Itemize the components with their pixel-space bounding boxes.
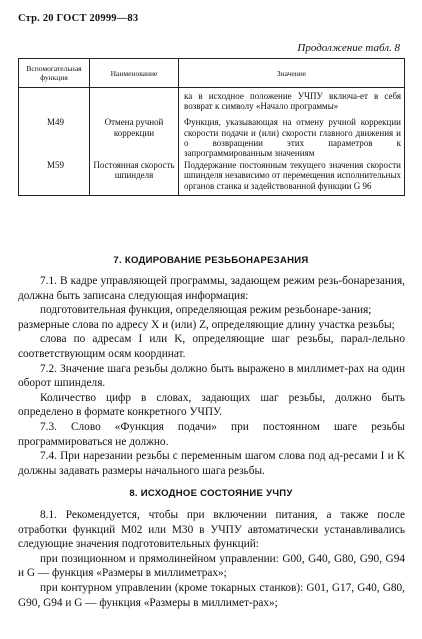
paragraph: слова по адресам I или K, определяющие шаг резьбы, парал-лельно соответствующим осям координат. (18, 333, 405, 360)
cell-meaning: Функция, указывающая на отмену ручной коррекции скорости подачи и (или) скорости главного движения и о возвращении этих параметров к запрограммированным значениям (179, 111, 405, 158)
section-8-title: 8. ИСХОДНОЕ СОСТОЯНИЕ УЧПУ (129, 488, 293, 499)
cell-meaning: Поддержание постоянным текущего значения скорости шпинделя независимо от перемещения исполнительных органов станка и задействованной функции G 96 (179, 158, 405, 195)
paragraph: 7.1. В кадре управляющей программы, задающем режим резь-бонарезания, должна быть записана следующая информация: (18, 275, 405, 302)
table-row (19, 88, 405, 112)
table-continuation-label: Продолжение табл. 8 (297, 42, 400, 54)
header-meaning: Значение (179, 59, 405, 88)
section-7-body (18, 274, 405, 478)
paragraph: при позиционном и прямолинейном управлении: G00, G40, G80, G90, G94 и G — функция «Размеры в миллиметрах»; (18, 552, 405, 580)
table-row (19, 158, 405, 195)
cell-function: M59 (19, 158, 90, 195)
paragraph: 8.1. Рекомендуется, чтобы при включении питания, а также после отработки функций M02 или M30 в УЧПУ автоматически устанавливались следующие значения подготовительных функций: (18, 509, 405, 551)
paragraph: Количество цифр в словах, задающих шаг резьбы, должно быть определено в формате конкретного УЧПУ. (18, 391, 405, 419)
functions-table (18, 58, 405, 196)
paragraph: при контурном управлении (кроме токарных станков): G01, G17, G40, G80, G90, G94 и G — функция «Размеры в миллимет-рах»; (18, 581, 405, 609)
section-7-title: 7. КОДИРОВАНИЕ РЕЗЬБОНАРЕЗАНИЯ (113, 255, 309, 266)
paragraph: размерные слова по адресу X и (или) Z, определяющие длину участка резьбы; (18, 318, 395, 331)
paragraph: 7.4. При нарезании резьбы с переменным шагом слова под ад-ресами I и K должны задавать размеры начального шага резьбы. (18, 450, 405, 477)
section-8-body (18, 508, 405, 610)
cell-name: Постоянная скорость шпинделя (90, 158, 179, 195)
cell-function (19, 88, 90, 112)
cell-name (90, 88, 179, 112)
cell-meaning: ка в исходное положение УЧПУ включа-ет в себя возврат к символу «Начало программы» (179, 88, 405, 112)
table-row (19, 111, 405, 158)
table-header-row (19, 59, 405, 88)
header-name: Наименование (90, 59, 179, 88)
header-function: Вспомогательная функция (19, 59, 90, 88)
cell-function: M49 (19, 111, 90, 158)
paragraph: 7.3. Слово «Функция подачи» при постоянном шаге резьбы программироваться не должно. (18, 420, 405, 448)
page-header: Стр. 20 ГОСТ 20999—83 (18, 13, 139, 24)
paragraph: 7.2. Значение шага резьбы должно быть выражено в миллимет-рах на один оборот шпинделя. (18, 362, 405, 390)
cell-name: Отмена ручной коррекции (90, 111, 179, 158)
paragraph: подготовительная функция, определяющая режим резьбонаре-зания; (40, 304, 372, 317)
